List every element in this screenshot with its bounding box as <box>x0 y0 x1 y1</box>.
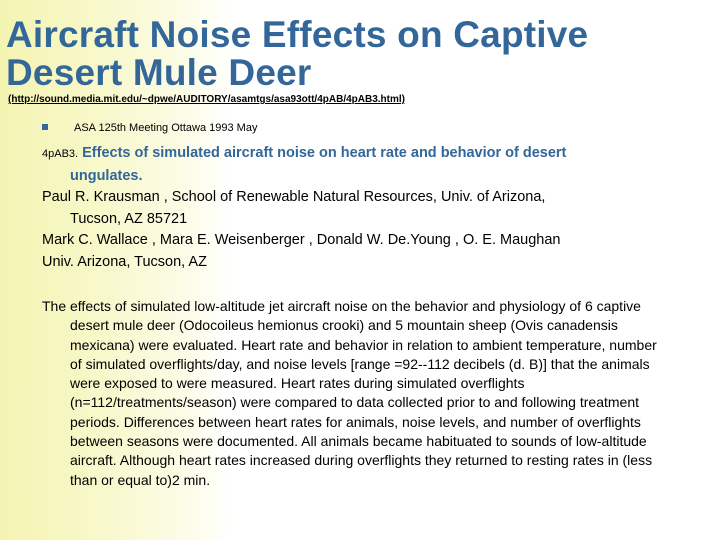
paper-id: 4pAB3. <box>42 148 79 160</box>
bullet-text: ASA 125th Meeting Ottawa 1993 May <box>74 122 258 134</box>
abstract-paragraph: The effects of simulated low-altitude jet aircraft noise on the behavior and physiology of 6 captive desert mule deer (Odocoileus hemionus crooki) and 5 mountain sheep (Ovis canadensis mexicana) were evaluated. Heart rate and behavior in relation to ambient temperature, number of simulated overflights/day, and noise levels [range =92--112 decibels (d. B)] that the animals were exposed to were measured. Heart rates during simulated overflights (n=112/treatments/season) were compared to data collected prior to and following treatment periods. Differences between heart rates for animals, noise levels, and number of overflights between seasons were documented. All animals became habituated to sounds of low-altitude aircraft. Although heart rates increased during overflights they returned to resting rates in (less than or equal to)2 min. <box>42 298 657 488</box>
slide-title: Aircraft Noise Effects on Captive Desert Mule Deer <box>6 14 589 93</box>
author-list: Mark C. Wallace , Mara E. Weisenberger , Donald W. De.Young , O. E. Maughan <box>42 232 561 248</box>
author-primary-address: Tucson, AZ 85721 <box>70 210 188 227</box>
abstract-text <box>42 297 670 490</box>
square-bullet-icon <box>42 124 48 130</box>
paper-title-line <box>42 143 682 166</box>
citation-block <box>42 143 682 273</box>
paper-title-continued: ungulates. <box>70 167 143 184</box>
bullet-item <box>42 122 257 134</box>
author-primary: Paul R. Krausman , School of Renewable Natural Resources, Univ. of Arizona, <box>42 189 546 205</box>
paper-title: Effects of simulated aircraft noise on heart rate and behavior of desert <box>82 145 567 161</box>
author-affiliation: Univ. Arizona, Tucson, AZ <box>42 253 207 270</box>
source-url-link[interactable]: (http://sound.media.mit.edu/~dpwe/AUDITORY/asamtgs/asa93ott/4pAB/4pAB3.html) <box>8 94 405 105</box>
